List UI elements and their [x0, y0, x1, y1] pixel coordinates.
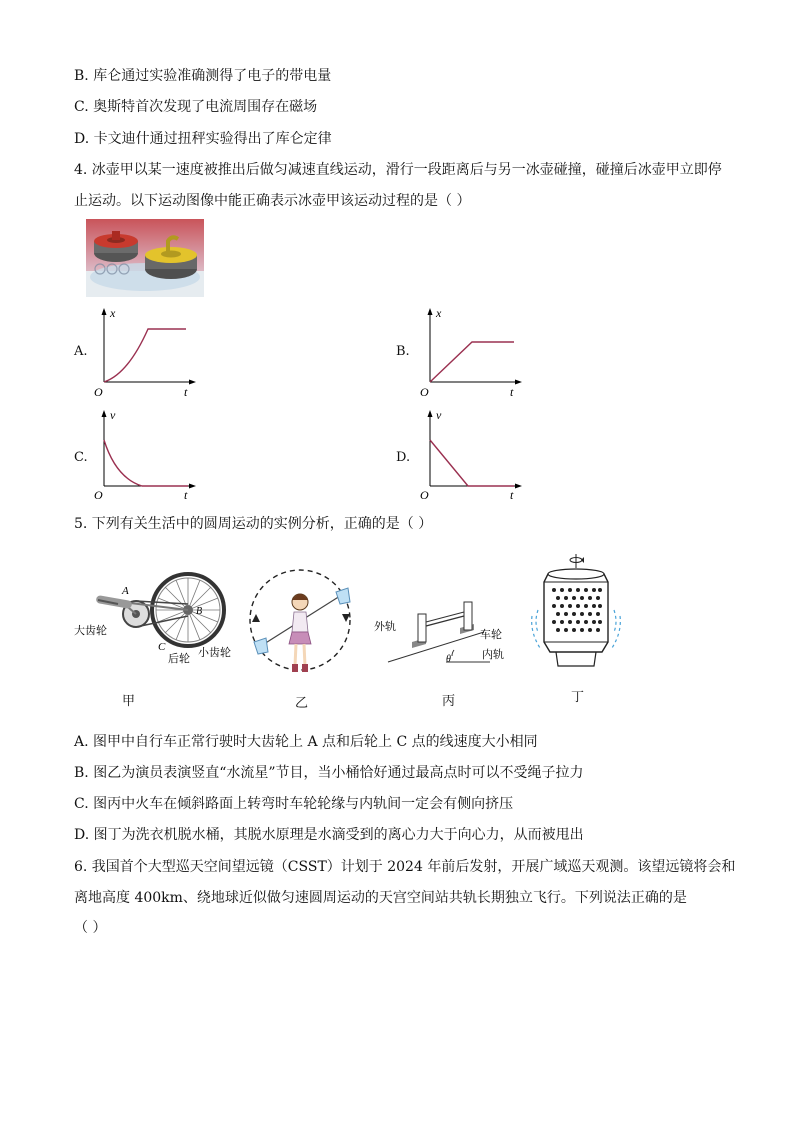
fig-bing-inner-rail-label: 内轨: [482, 649, 504, 661]
q5-option-b: B. 图乙为演员表演竖直“水流星”节目，当小桶恰好通过最高点时可以不受绳子拉力: [74, 765, 584, 781]
q3-option-b: B. 库仑通过实验准确测得了电子的带电量: [74, 68, 332, 84]
fig-ding-spin-drum: [528, 552, 624, 680]
q4-graph-c: [90, 406, 200, 502]
q4-stem-line1: 4. 冰壶甲以某一速度被推出后做匀减速直线运动，滑行一段距离后与另一冰壶碰撞，碰撞后冰壶甲立即停: [74, 162, 722, 178]
q5-option-a: A. 图甲中自行车正常行驶时大齿轮上 A 点和后轮上 C 点的线速度大小相同: [74, 734, 538, 750]
q4-c-origin-label: O: [94, 488, 103, 502]
fig-jia-big-gear-label: 大齿轮: [74, 625, 107, 637]
curling-stones-photo: [86, 219, 204, 297]
q4-d-origin-label: O: [420, 488, 429, 502]
q4-b-xaxis-label: t: [510, 385, 514, 399]
fig-jia-label-b: B: [196, 606, 203, 617]
q5-option-d: D. 图丁为洗衣机脱水桶，其脱水原理是水滴受到的离心力大于向心力，从而被甩出: [74, 827, 584, 843]
fig-jia-rear-wheel-label: 后轮: [168, 653, 190, 665]
q4-option-b-label: B.: [396, 344, 410, 359]
fig-bing-wheel-label: 车轮: [480, 629, 502, 641]
q3-option-c: C. 奥斯特首次发现了电流周围存在磁场: [74, 99, 318, 115]
q6-stem-line3: （ ）: [74, 920, 107, 936]
fig-jia-caption: 甲: [122, 694, 136, 709]
q4-option-c-label: C.: [74, 450, 88, 465]
q4-graph-d: [416, 406, 526, 502]
q4-option-a-label: A.: [74, 344, 88, 359]
fig-jia-label-c: C: [158, 641, 166, 653]
fig-jia-bicycle: [74, 564, 236, 674]
q6-stem-line2: 离地高度 400km、绕地球近似做匀速圆周运动的天宫空间站共轨长期独立飞行。下列说法正确的是: [74, 890, 687, 906]
q4-c-xaxis-label: t: [184, 488, 188, 502]
fig-yi-caption: 乙: [295, 696, 309, 711]
q4-graph-a: [90, 304, 200, 400]
q4-b-origin-label: O: [420, 385, 429, 399]
fig-bing-train-track: [372, 596, 522, 672]
q5-option-c: C. 图丙中火车在倾斜路面上转弯时车轮轮缘与内轨间一定会有侧向挤压: [74, 796, 514, 812]
fig-bing-outer-rail-label: 外轨: [374, 621, 396, 633]
fig-jia-label-a: A: [122, 585, 129, 597]
fig-bing-caption: 丙: [442, 694, 456, 709]
q4-a-xaxis-label: t: [184, 385, 188, 399]
q4-b-yaxis-label: x: [436, 306, 442, 320]
q4-d-yaxis-label: v: [436, 408, 442, 422]
q4-graph-b: [416, 304, 526, 400]
q4-stem-line2: 止运动。以下运动图像中能正确表示冰壶甲该运动过程的是（ ）: [74, 193, 471, 209]
q4-c-yaxis-label: v: [110, 408, 116, 422]
q3-option-d: D. 卡文迪什通过扭秤实验得出了库仑定律: [74, 131, 332, 147]
q4-a-origin-label: O: [94, 385, 103, 399]
q4-option-d-label: D.: [396, 450, 411, 465]
q6-stem-line1: 6. 我国首个大型巡天空间望远镜（CSST）计划于 2024 年前后发射，开展广域巡天观测。该望远镜将会和: [74, 859, 736, 875]
fig-jia-small-gear-label: 小齿轮: [198, 647, 231, 659]
q5-stem: 5. 下列有关生活中的圆周运动的实例分析，正确的是（ ）: [74, 516, 433, 532]
fig-bing-theta: θ: [446, 654, 451, 665]
q4-d-xaxis-label: t: [510, 488, 514, 502]
fig-ding-caption: 丁: [571, 690, 585, 705]
fig-yi-performer: [248, 556, 358, 686]
q4-a-yaxis-label: x: [110, 306, 116, 320]
